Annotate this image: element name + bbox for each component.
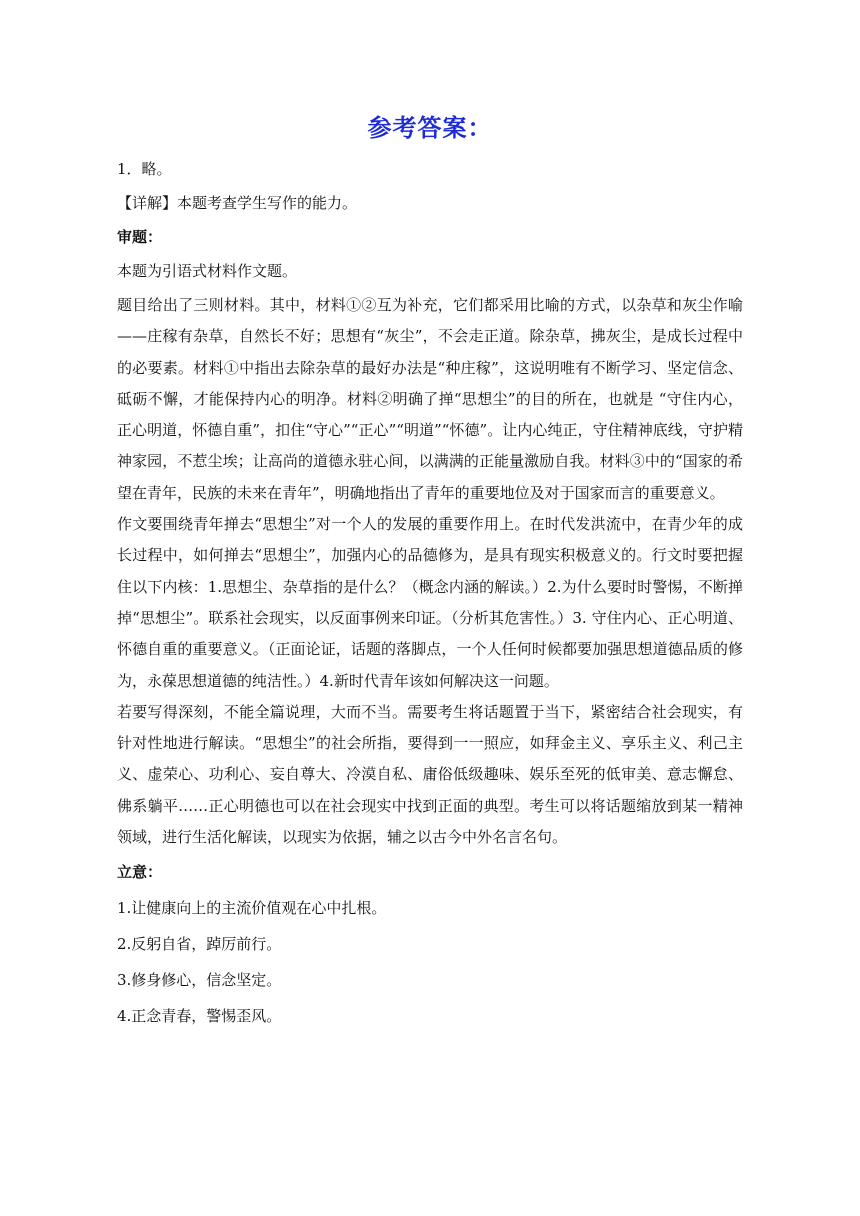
review-heading: 审题： (117, 228, 163, 246)
idea-item-1: 1.让健康向上的主流价值观在心中扎根。 (117, 899, 387, 918)
idea-heading: 立意： (117, 863, 163, 882)
idea-item-4: 4.正念青春，警惕歪风。 (117, 1007, 282, 1026)
review-intro: 本题为引语式材料作文题。 (117, 262, 298, 280)
analysis-paragraph-3: 若要写得深刻，不能全篇说理，大而不当。需要考生将话题置于当下，紧密结合社会现实，有针对性地进行解读。“思想尘”的社会所指，要得到一一照应，如拜金主义、享乐主义、利己主义、虚荣心、功利心、妄自尊大、冷漠自私、庸俗低级趣味、娱乐至死的低审美、意志懈怠、佛系躺平……正心明德也可以在社会现实中找到正面的典型。考生可以将话题缩放到某一精神领域，进行生活化解读，以现实为依据，辅之以古今中外名言名句。 (117, 702, 743, 847)
detail-line: 【详解】本题考查学生写作的能力。 (117, 194, 358, 212)
analysis-paragraph-1: 题目给出了三则材料。其中，材料①②互为补充，它们都采用比喻的方式，以杂草和灰尘作喻——庄稼有杂草，自然长不好；思想有“灰尘”，不会走正道。除杂草，拂灰尘，是成长过程中的必要素。材料①中指出去除杂草的最好办法是“种庄稼”，这说明唯有不断学习、坚定信念、砥砺不懈，才能保持内心的明净。材料②明确了掸“思想尘”的目的所在，也就是 “守住内心，正心明道，怀德自重”，扣住“守心”“正心”“明道”“怀德”。让内心纯正，守住精神底线，守护精神家园，不惹尘埃；让高尚的道德永驻心间，以满满的正能量激励自我。材料③中的“国家的希望在青年，民族的未来在青年”，明确地指出了青年的重要地位及对于国家而言的重要意义。 (117, 296, 743, 502)
page-title: 参考答案： (367, 114, 493, 142)
analysis-paragraph-2: 作文要围绕青年掸去“思想尘”对一个人的发展的重要作用上。在时代发洪流中，在青少年的成长过程中，如何掸去“思想尘”，加强内心的品德修为，是具有现实积极意义的。行文时要把握住以下内核：1.思想尘、杂草指的是什么？（概念内涵的解读。）2.为什么要时时警惕，不断掸掉“思想尘”。联系社会现实，以反面事例来印证。（分析其危害性。）3. 守住内心、正心明道、怀德自重的重要意义。（正面论证，话题的落脚点，一个人任何时候都要加强思想道德品质的修为，永葆思想道德的纯洁性。）4.新时代青年该如何解决这一问题。 (117, 515, 743, 690)
idea-item-2: 2.反躬自省，踔厉前行。 (117, 935, 282, 954)
idea-item-3: 3.修身修心，信念坚定。 (117, 971, 282, 990)
answer-line: 1．略。 (117, 160, 172, 178)
